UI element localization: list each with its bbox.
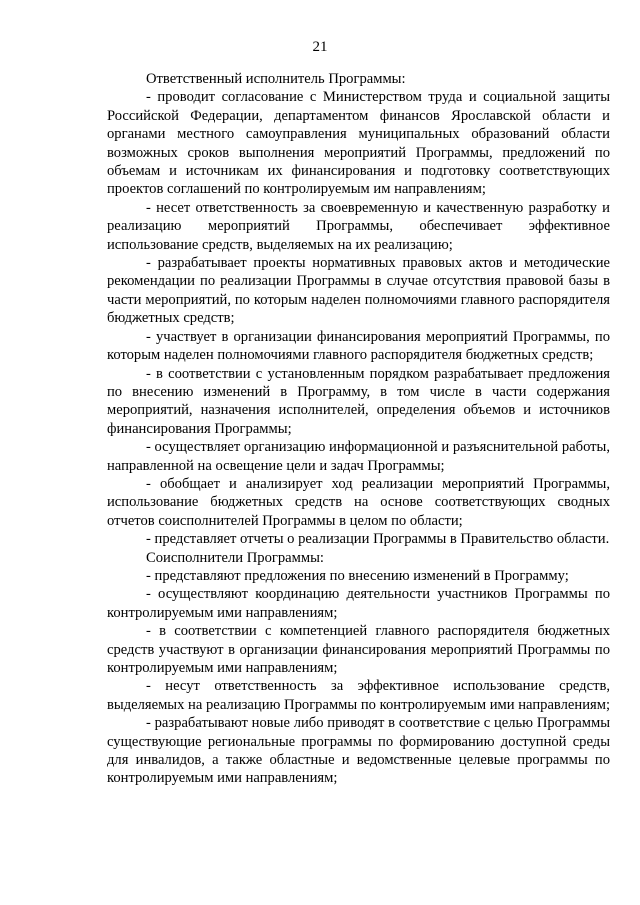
paragraph-financing: - участвует в организации финансирования мероприятий Программы, по которым наделен полномочиями главного распорядителя бюджетных средств; — [107, 328, 610, 364]
paragraph-co-financing: - в соответствии с компетенцией главного распорядителя бюджетных средств участвуют в организации финансирования мероприятий Программы по контролируемым ими направлениям; — [107, 623, 610, 676]
paragraph-efficient-use: - несут ответственность за эффективное использование средств, выделяемых на реализацию Программы по контролируемым ими направлениям; — [107, 678, 611, 713]
paragraph-responsibility: - несет ответственность за своевременную и качественную разработку и реализацию мероприятий Программы, обеспечивает эффективное использование средств, выделяемых на их реализацию; — [107, 199, 610, 253]
paragraph-responsible-executor-heading: Ответственный исполнитель Программы: — [146, 71, 406, 87]
paragraph-analysis: - обобщает и анализирует ход реализации мероприятий Программы, использование бюджетных средств на основе соответствующих сводных отчетов соисполнителей Программы в целом по области; — [107, 475, 610, 529]
paragraph-coordination-participants: - осуществляют координацию деятельности участников Программы по контролируемым ими направлениям; — [107, 586, 610, 621]
document-body — [107, 70, 610, 788]
paragraph-reports: - представляет отчеты о реализации Программы в Правительство области. — [146, 531, 610, 548]
paragraph-draft-acts: - разрабатывает проекты нормативных правовых актов и методические рекомендации по реализации Программы в случае отсутствия правовой базы в части мероприятий, по которым наделен полномочиями главного распорядителя бюджетных средств; — [107, 255, 610, 327]
paragraph-proposals: - представляют предложения по внесению изменений в Программу; — [146, 567, 569, 584]
paragraph-coordination: - проводит согласование с Министерством труда и социальной защиты Российской Федерации, департаментом финансов Ярославской области и органами местного самоуправления муниципальных образований области возможных сроков выполнения мероприятий Программы, предложений по объемам и источникам их финансирования и подготовку соответствующих проектов соглашений по контролируемым им направлениям; — [107, 89, 610, 198]
paragraph-co-executors-heading: Соисполнители Программы: — [146, 549, 324, 566]
paragraph-regional-programs: - разрабатывают новые либо приводят в соответствие с целью Программы существующие региональные программы по формированию доступной среды для инвалидов, а также областные и ведомственные целевые программы по контролируемым ими направлениям; — [107, 715, 610, 787]
paragraph-amendments: - в соответствии с установленным порядком разрабатывает предложения по внесению изменений в Программу, в том числе в части содержания мероприятий, назначения исполнителей, определения объемов и источников финансирования Программы; — [107, 365, 610, 437]
page-number: 21 — [312, 39, 328, 55]
paragraph-information-work: - осуществляет организацию информационной и разъяснительной работы, направленной на освещение цели и задач Программы; — [107, 439, 610, 474]
